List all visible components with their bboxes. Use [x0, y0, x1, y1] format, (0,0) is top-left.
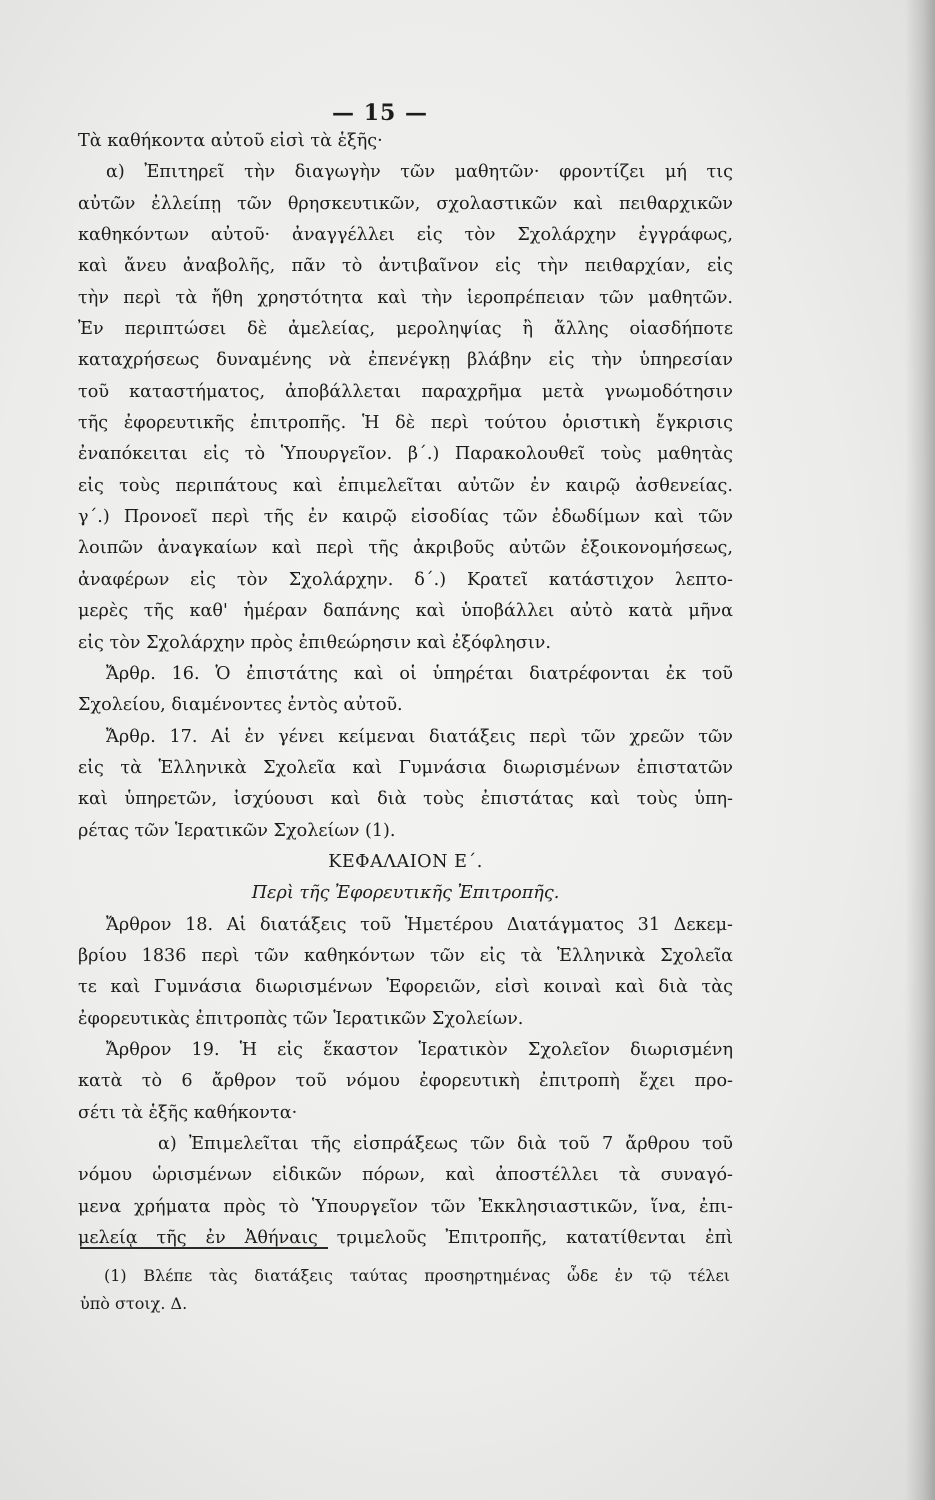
page-number: — 15 — [332, 100, 428, 126]
text-line: τοῦ καταστήματος, ἀποβάλλεται παραχρῆμα μετὰ γνωμοδότησιν [78, 381, 733, 402]
text-line: τε καὶ Γυμνάσια διωρισμένων Ἐφορειῶν, εἰσὶ κοιναὶ καὶ διὰ τὰς [78, 977, 733, 998]
text-line: εἰς τοὺς περιπάτους καὶ ἐπιμελεῖται αὐτῶν ἐν καιρῷ ἀσθενείας. [78, 475, 733, 496]
text-line: σέτι τὰ ἑξῆς καθήκοντα· [78, 1102, 298, 1123]
text-line: γ΄.) Προνοεῖ περὶ τῆς ἐν καιρῷ εἰσοδίας τῶν ἐδωδίμων καὶ τῶν [78, 507, 733, 528]
text-line: ἐναπόκειται εἰς τὸ Ὑπουργεῖον. β΄.) Παρακολουθεῖ τοὺς μαθητὰς [78, 444, 733, 465]
text-line: καταχρήσεως δυναμένης νὰ ἐπενέγκῃ βλάβην εἰς τὴν ὑπηρεσίαν [78, 350, 733, 371]
footnote [80, 1262, 730, 1318]
text-line: κατὰ τὸ 6 ἄρθρον τοῦ νόμου ἐφορευτικὴ ἐπιτροπὴ ἔχει προ- [78, 1071, 733, 1092]
text-line: α) Ἐπιμελεῖται τῆς εἰσπράξεως τῶν διὰ τοῦ 7 ἄρθρου τοῦ [158, 1134, 733, 1154]
text-line: Ἄρθρον 19. Ἡ εἰς ἕκαστον Ἱερατικὸν Σχολεῖον διωρισμένη [106, 1039, 733, 1060]
footnote-rule [80, 1247, 328, 1249]
text-line: ρέτας τῶν Ἱερατικῶν Σχολείων (1). [78, 820, 396, 841]
text-line: Τὰ καθήκοντα αὐτοῦ εἰσὶ τὰ ἑξῆς· [78, 131, 383, 151]
text-line: καθηκόντων αὐτοῦ· ἀναγγέλλει εἰς τὸν Σχολάρχην ἐγγράφως, [78, 225, 733, 246]
text-line: α) Ἐπιτηρεῖ τὴν διαγωγὴν τῶν μαθητῶν· φροντίζει μή τις [106, 162, 733, 183]
text-line: αὐτῶν ἐλλείπῃ τῶν θρησκευτικῶν, σχολαστικῶν καὶ πειθαρχικῶν [78, 193, 733, 214]
text-line: νόμου ὡρισμένων εἰδικῶν πόρων, καὶ ἀποστέλλει τὰ συναγό- [78, 1165, 733, 1186]
text-line: εἰς τὸν Σχολάρχην πρὸς ἐπιθεώρησιν καὶ ἐξόφλησιν. [78, 632, 551, 653]
text-line: Ἐν περιπτώσει δὲ ἀμελείας, μεροληψίας ἢ ἄλλης οἱασδήποτε [78, 319, 733, 340]
binding-shadow [905, 0, 935, 1500]
text-line: καὶ ὑπηρετῶν, ἰσχύουσι καὶ διὰ τοὺς ἐπιστάτας καὶ τοὺς ὑπη- [78, 789, 733, 810]
body-text [78, 126, 733, 1254]
text-line: τὴν περὶ τὰ ἤθη χρηστότητα καὶ τὴν ἱεροπρέπειαν τῶν μαθητῶν. [78, 287, 733, 308]
text-line: καὶ ἄνευ ἀναβολῆς, πᾶν τὸ ἀντιβαῖνον εἰς τὴν πειθαρχίαν, εἰς [78, 256, 733, 277]
text-line: Ἄρθρ. 17. Αἱ ἐν γένει κείμεναι διατάξεις περὶ τῶν χρεῶν τῶν [106, 726, 733, 747]
text-line: ἐφορευτικὰς ἐπιτροπὰς τῶν Ἱερατικῶν Σχολείων. [78, 1008, 524, 1029]
text-line: ἀναφέρων εἰς τὸν Σχολάρχην. δ΄.) Κρατεῖ κατάστιχον λεπτο- [78, 569, 733, 590]
text-line: μερὲς τῆς καθ' ἡμέραν δαπάνης καὶ ὑποβάλλει αὐτὸ κατὰ μῆνα [78, 601, 733, 622]
text-line: μενα χρήματα πρὸς τὸ Ὑπουργεῖον τῶν Ἐκκλησιαστικῶν, ἵνα, ἐπι- [78, 1196, 733, 1217]
text-line: ΚΕΦΑΛΑΙΟΝ Ε΄. [328, 851, 483, 872]
text-line: εἰς τὰ Ἑλληνικὰ Σχολεῖα καὶ Γυμνάσια διωρισμένων ἐπιστατῶν [78, 757, 733, 778]
text-line: τῆς ἐφορευτικῆς ἐπιτροπῆς. Ἡ δὲ περὶ τούτου ὁριστικὴ ἔγκρισις [78, 413, 733, 434]
text-line: Σχολείου, διαμένοντες ἐντὸς αὐτοῦ. [78, 695, 403, 716]
text-line: Περὶ τῆς Ἐφορευτικῆς Ἐπιτροπῆς. [251, 883, 560, 904]
footnote-line-2: ὑπὸ στοιχ. Δ. [80, 1294, 188, 1313]
text-line: μελείᾳ τῆς ἐν Ἀθήναις τριμελοῦς Ἐπιτροπῆς, κατατίθενται ἐπὶ [78, 1228, 733, 1249]
text-line: Ἄρθρον 18. Αἱ διατάξεις τοῦ Ἡμετέρου Διατάγματος 31 Δεκεμ- [106, 914, 733, 935]
text-line: Ἄρθρ. 16. Ὁ ἐπιστάτης καὶ οἱ ὑπηρέται διατρέφονται ἐκ τοῦ [106, 663, 733, 684]
footnote-line-1: (1) Βλέπε τὰς διατάξεις ταύτας προσηρτημένας ὧδε ἐν τῷ τέλει [104, 1266, 730, 1285]
text-line: βρίου 1836 περὶ τῶν καθηκόντων τῶν εἰς τὰ Ἑλληνικὰ Σχολεῖα [78, 945, 733, 966]
text-line: λοιπῶν ἀναγκαίων καὶ περὶ τῆς ἀκριβοῦς αὐτῶν ἐξοικονομήσεως, [78, 538, 733, 559]
